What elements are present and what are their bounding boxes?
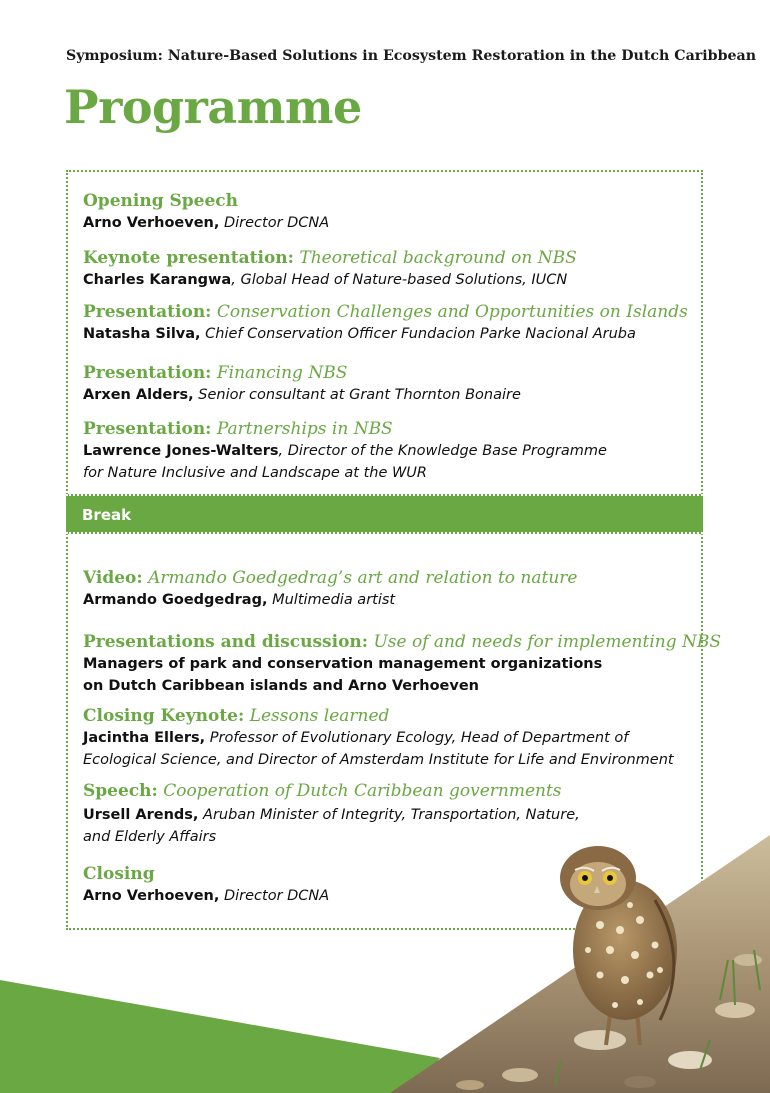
- speaker-name: Arxen Alders,: [83, 387, 194, 403]
- speaker-name: Ursell Arends,: [83, 807, 199, 823]
- item-topic: Use of and needs for implementing NBS: [373, 632, 722, 652]
- speaker-role-continued: and Elderly Affairs: [83, 829, 217, 845]
- item-heading: Opening Speech: [83, 191, 239, 211]
- speaker-role: , Director of the Knowledge Base Programme: [278, 443, 607, 459]
- item-topic: Armando Goedgedrag’s art and relation to nature: [148, 568, 578, 588]
- speaker-role: , Global Head of Nature-based Solutions, IUCN: [231, 272, 568, 288]
- speaker-role: Professor of Evolutionary Ecology, Head of Department of: [209, 730, 629, 746]
- item-heading: Keynote presentation:: [83, 248, 294, 268]
- item-heading: Presentations and discussion:: [83, 632, 369, 652]
- item-heading: Closing: [83, 864, 155, 884]
- item-heading: Presentation:: [83, 419, 212, 439]
- speaker-name: Natasha Silva,: [83, 326, 201, 342]
- item-topic: Theoretical background on NBS: [299, 248, 577, 268]
- item-topic: Financing NBS: [216, 363, 348, 383]
- green-wedge: [0, 980, 440, 1093]
- speaker-name: Armando Goedgedrag,: [83, 592, 268, 608]
- speaker-name-continued: on Dutch Caribbean islands and Arno Verhoeven: [83, 678, 480, 694]
- item-heading: Presentation:: [83, 363, 212, 383]
- speaker-role-continued: Ecological Science, and Director of Amsterdam Institute for Life and Environment: [83, 752, 674, 768]
- item-heading: Presentation:: [83, 302, 212, 322]
- speaker-name: Arno Verhoeven,: [83, 215, 220, 231]
- owl-photo: [390, 835, 770, 1093]
- speaker-name: Managers of park and conservation management organizations: [83, 656, 603, 672]
- speaker-name: Lawrence Jones-Walters: [83, 443, 279, 459]
- item-topic: Partnerships in NBS: [216, 419, 393, 439]
- item-topic: Lessons learned: [249, 706, 390, 726]
- item-topic: Cooperation of Dutch Caribbean governments: [163, 781, 562, 801]
- speaker-role: Aruban Minister of Integrity, Transportation, Nature,: [203, 807, 580, 823]
- speaker-name: Charles Karangwa: [83, 272, 232, 288]
- speaker-role: Chief Conservation Officer Fundacion Parke Nacional Aruba: [205, 326, 636, 342]
- page-title: Programme: [64, 80, 362, 134]
- speaker-role: Director DCNA: [223, 215, 330, 231]
- speaker-role-continued: for Nature Inclusive and Landscape at the WUR: [83, 465, 427, 481]
- break-label: Break: [82, 506, 132, 524]
- speaker-name: Arno Verhoeven,: [83, 888, 220, 904]
- item-heading: Speech:: [83, 781, 158, 801]
- symposium-title: Symposium: Nature-Based Solutions in Ecosystem Restoration in the Dutch Caribbean: [66, 48, 757, 64]
- item-heading: Video:: [83, 568, 143, 588]
- item-heading: Closing Keynote:: [83, 706, 245, 726]
- speaker-role: Multimedia artist: [272, 592, 396, 608]
- speaker-role: Senior consultant at Grant Thornton Bonaire: [198, 387, 521, 403]
- speaker-name: Jacintha Ellers,: [83, 730, 206, 746]
- item-topic: Conservation Challenges and Opportunities on Islands: [216, 302, 688, 322]
- speaker-role: Director DCNA: [223, 888, 330, 904]
